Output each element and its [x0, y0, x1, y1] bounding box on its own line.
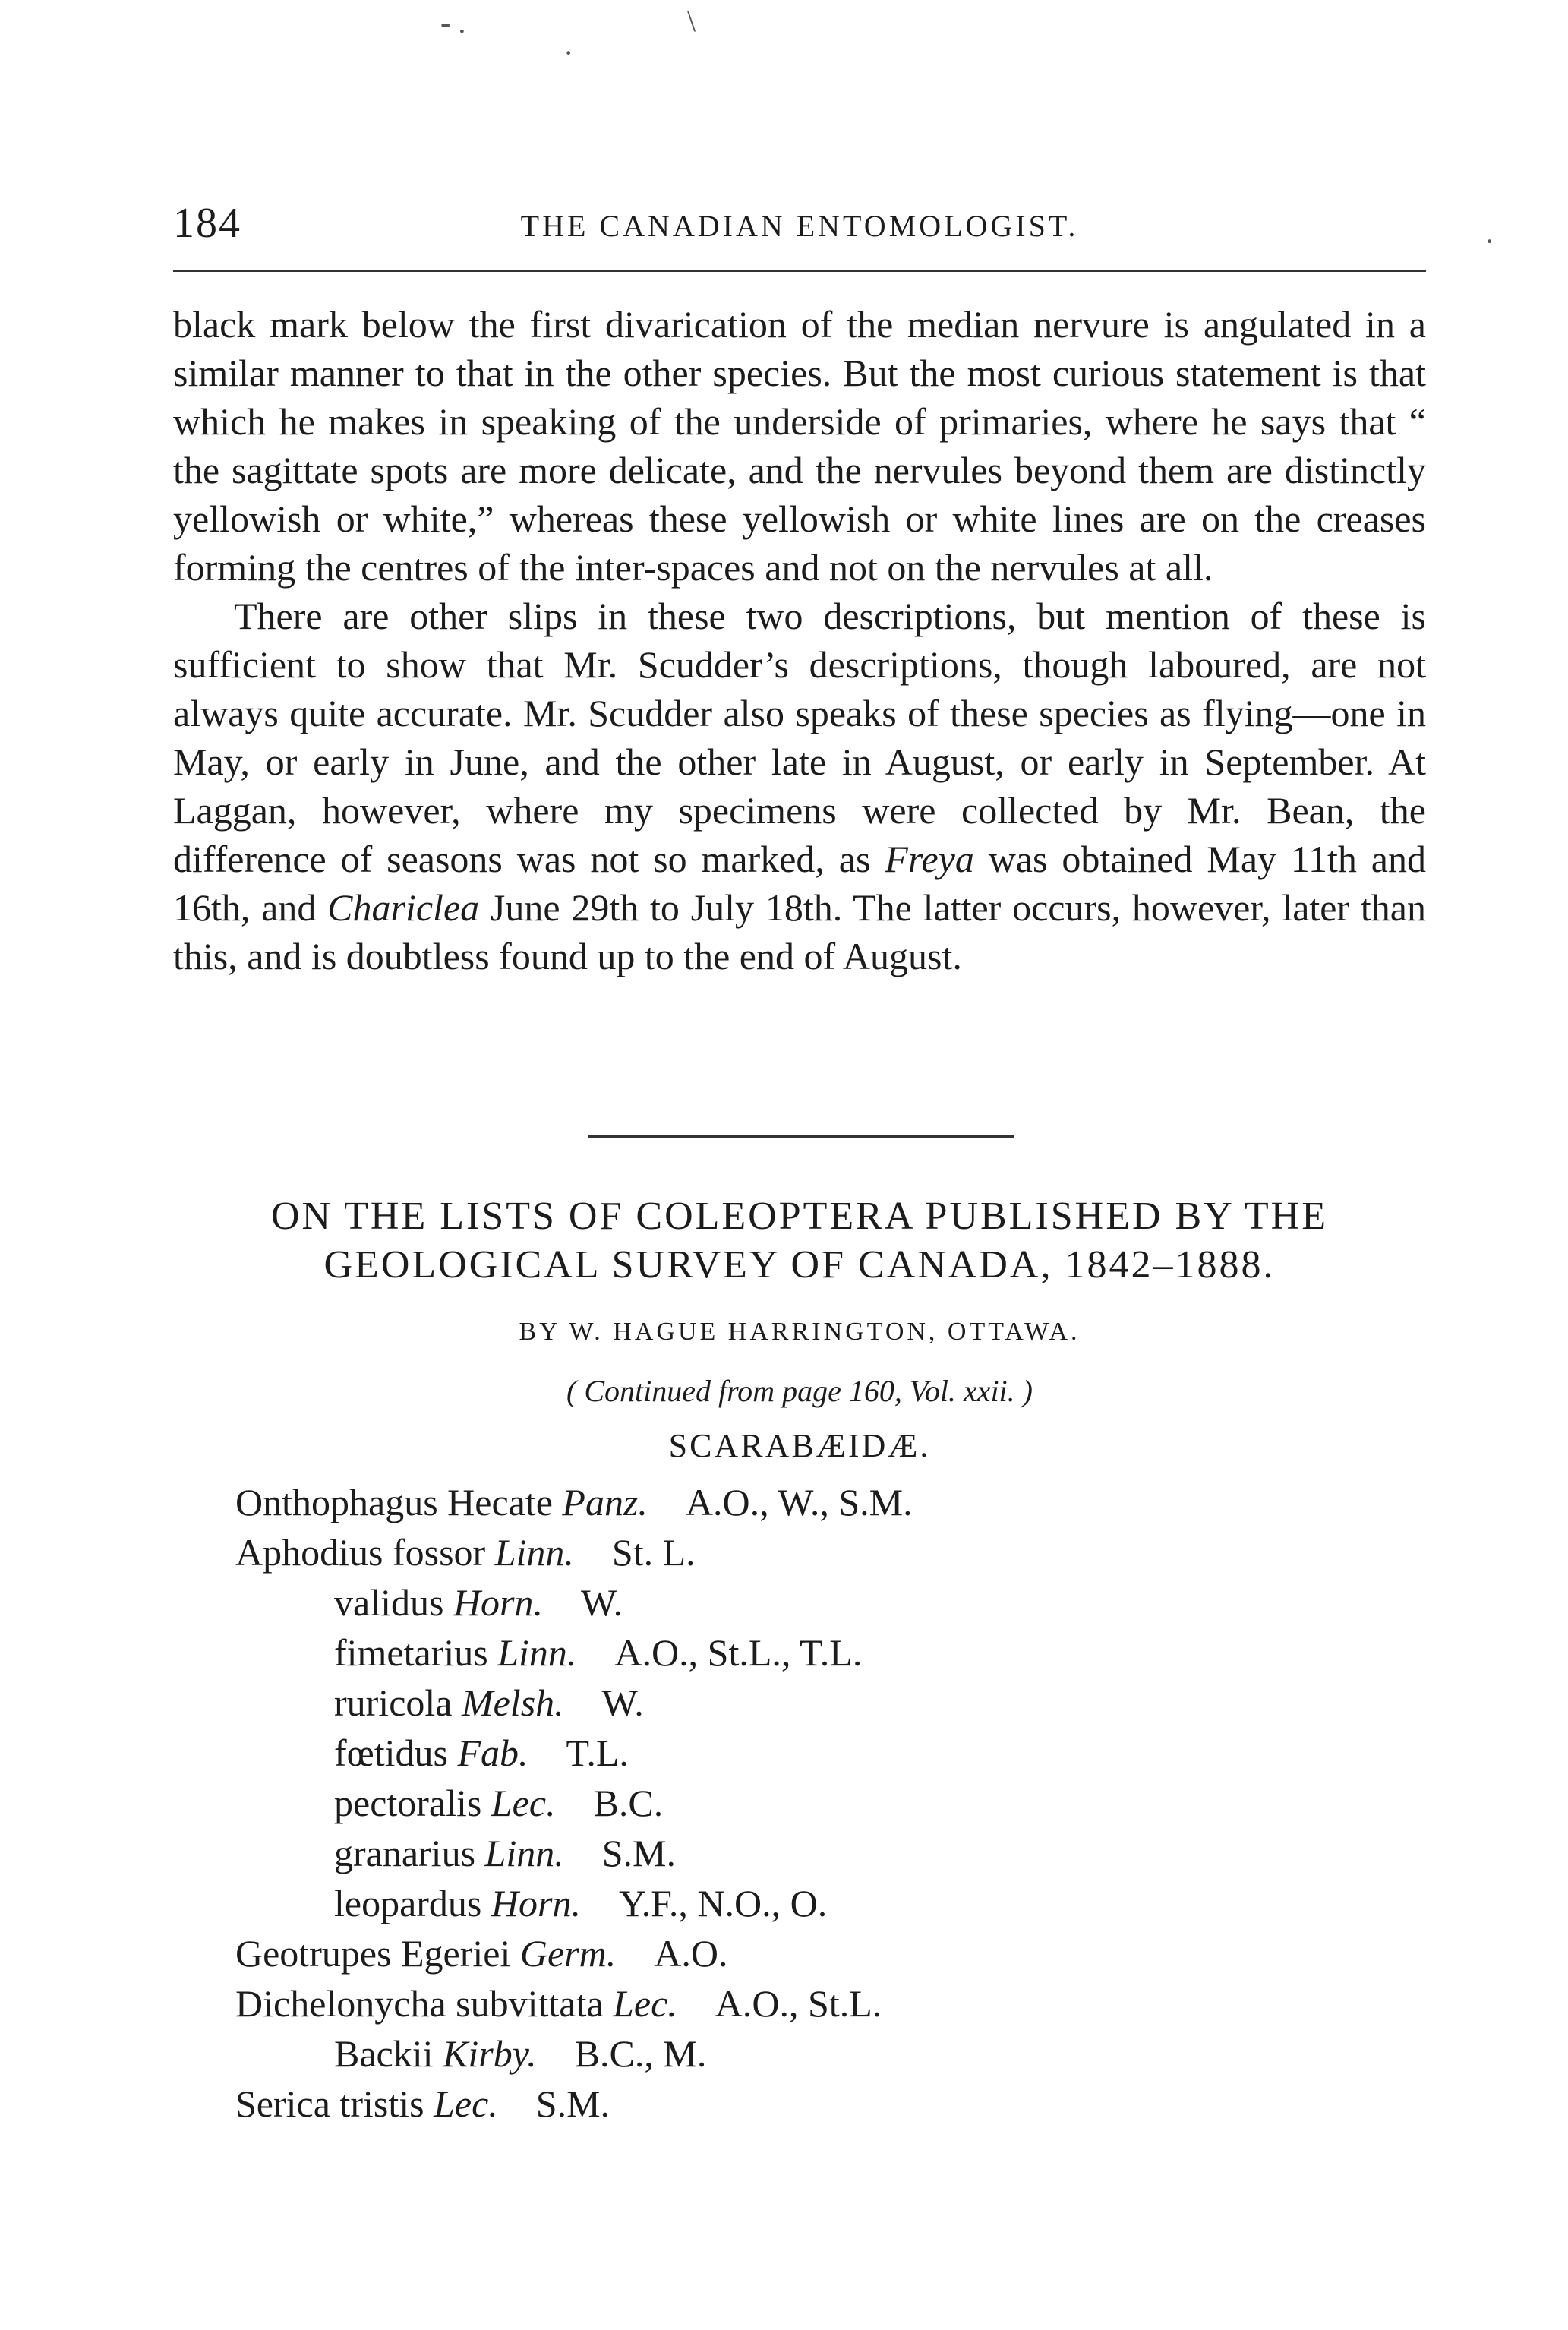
continuation-note: ( Continued from page 160, Vol. xxii. )	[566, 1374, 1033, 1408]
header-rule	[173, 270, 1426, 272]
species-localities: Y.F., N.O., O.	[580, 1882, 828, 1924]
byline: BY W. HAGUE HARRINGTON, OTTAWA.	[519, 1318, 1081, 1346]
running-head: THE CANADIAN ENTOMOLOGIST.	[520, 209, 1079, 243]
species-localities: W.	[543, 1581, 623, 1624]
species-localities: A.O.	[616, 1932, 728, 1975]
species-author: Linn.	[484, 1832, 564, 1874]
species-name: Freya	[885, 838, 974, 880]
species-localities: B.C., M.	[536, 2032, 707, 2075]
family-heading: SCARABÆIDÆ.	[668, 1427, 931, 1464]
species-entry	[235, 1728, 1374, 1778]
species-name: Serica tristis	[235, 2082, 434, 2125]
scan-speck: \	[687, 4, 696, 38]
species-entry	[235, 1878, 1374, 1928]
species-localities: A.O., St.L.	[677, 1982, 882, 2025]
species-author: Horn.	[491, 1882, 581, 1924]
species-name: Dichelonycha subvittata	[235, 1982, 614, 2025]
species-author: Fab.	[457, 1732, 528, 1774]
species-author: Linn.	[494, 1531, 574, 1574]
paragraph	[173, 592, 1426, 980]
species-name: fœtidus	[334, 1732, 458, 1774]
species-localities: A.O., St.L., T.L.	[576, 1631, 863, 1674]
scan-speck: - .	[440, 5, 466, 39]
page-header	[173, 199, 1426, 252]
previous-article-text	[173, 300, 1426, 980]
species-entry	[235, 1577, 1374, 1628]
species-name: granarius	[334, 1832, 485, 1874]
page-number: 184	[173, 200, 241, 247]
species-entry	[235, 1628, 1374, 1678]
paragraph-text: There are other slips in these two descriptions, but mention of these is sufficient to show that Mr. Scudder’s descriptions, though laboured, are not always quite accurate. Mr. Scudder also speaks of these species as flying—one in May, or early in June, and the other late in August, or early in September. At Laggan, however, where my specimens were collected by Mr. Bean, the difference of seasons was not so marked, as	[173, 595, 1426, 880]
species-author: Kirby.	[443, 2032, 537, 2075]
paragraph: black mark below the first divarication of the median nervure is angulated in a similar manner to that in the other species. But the most curious statement is that which he makes in speaking of the underside of primaries, where he says that “ the sagittate spots are more delicate, and the nervules beyond them are distinctly yellowish or white,” whereas these yellowish or white lines are on the creases forming the centres of the inter-spaces and not on the nervules at all.	[173, 303, 1426, 589]
species-localities: St. L.	[573, 1531, 696, 1574]
species-name: ruricola	[334, 1681, 462, 1724]
species-localities: A.O., W., S.M.	[647, 1481, 913, 1523]
species-localities: T.L.	[528, 1732, 629, 1774]
species-name: Geotrupes Egeriei	[235, 1932, 520, 1975]
species-localities: S.M.	[497, 2082, 610, 2125]
species-author: Germ.	[519, 1932, 617, 1975]
species-entry	[235, 2079, 1374, 2129]
title-line: GEOLOGICAL SURVEY OF CANADA, 1842–1888.	[323, 1243, 1276, 1287]
species-name: leopardus	[334, 1882, 491, 1924]
species-name: Chariclea	[327, 886, 480, 929]
species-entry	[235, 1928, 1374, 1978]
species-author: Lec.	[491, 1782, 556, 1824]
species-entry	[235, 1527, 1374, 1577]
species-author: Melsh.	[461, 1681, 564, 1724]
species-name: Onthophagus Hecate	[235, 1481, 563, 1523]
species-name: Backii	[334, 2032, 443, 2075]
species-entry	[235, 2028, 1374, 2079]
section-divider	[588, 1135, 1014, 1138]
species-list	[235, 1477, 1374, 2129]
paragraph-text: was obtained May 11th and 16th, and	[173, 838, 1426, 929]
scan-speck: ·	[1484, 224, 1495, 258]
species-name: validus	[334, 1581, 453, 1624]
article-title	[173, 1192, 1426, 1290]
species-author: Horn.	[453, 1581, 544, 1624]
species-entry	[235, 1678, 1374, 1728]
scan-speck: ·	[563, 36, 574, 70]
species-name: pectoralis	[334, 1782, 491, 1824]
species-localities: S.M.	[563, 1832, 677, 1874]
species-entry	[235, 1778, 1374, 1828]
paragraph-text: June 29th to July 18th. The latter occurs, however, later than this, and is doubtless found up to the end of August.	[173, 886, 1426, 977]
species-localities: B.C.	[555, 1782, 664, 1824]
species-entry	[235, 1828, 1374, 1878]
species-author: Linn.	[497, 1631, 577, 1674]
species-author: Panz.	[562, 1481, 648, 1523]
species-entry	[235, 1978, 1374, 2028]
species-author: Lec.	[434, 2082, 498, 2125]
species-author: Lec.	[613, 1982, 677, 2025]
species-localities: W.	[563, 1681, 644, 1724]
species-name: Aphodius fossor	[235, 1531, 495, 1574]
title-line: ON THE LISTS OF COLEOPTERA PUBLISHED BY THE	[270, 1195, 1328, 1238]
species-entry	[235, 1477, 1374, 1527]
species-name: fimetarius	[334, 1631, 498, 1674]
